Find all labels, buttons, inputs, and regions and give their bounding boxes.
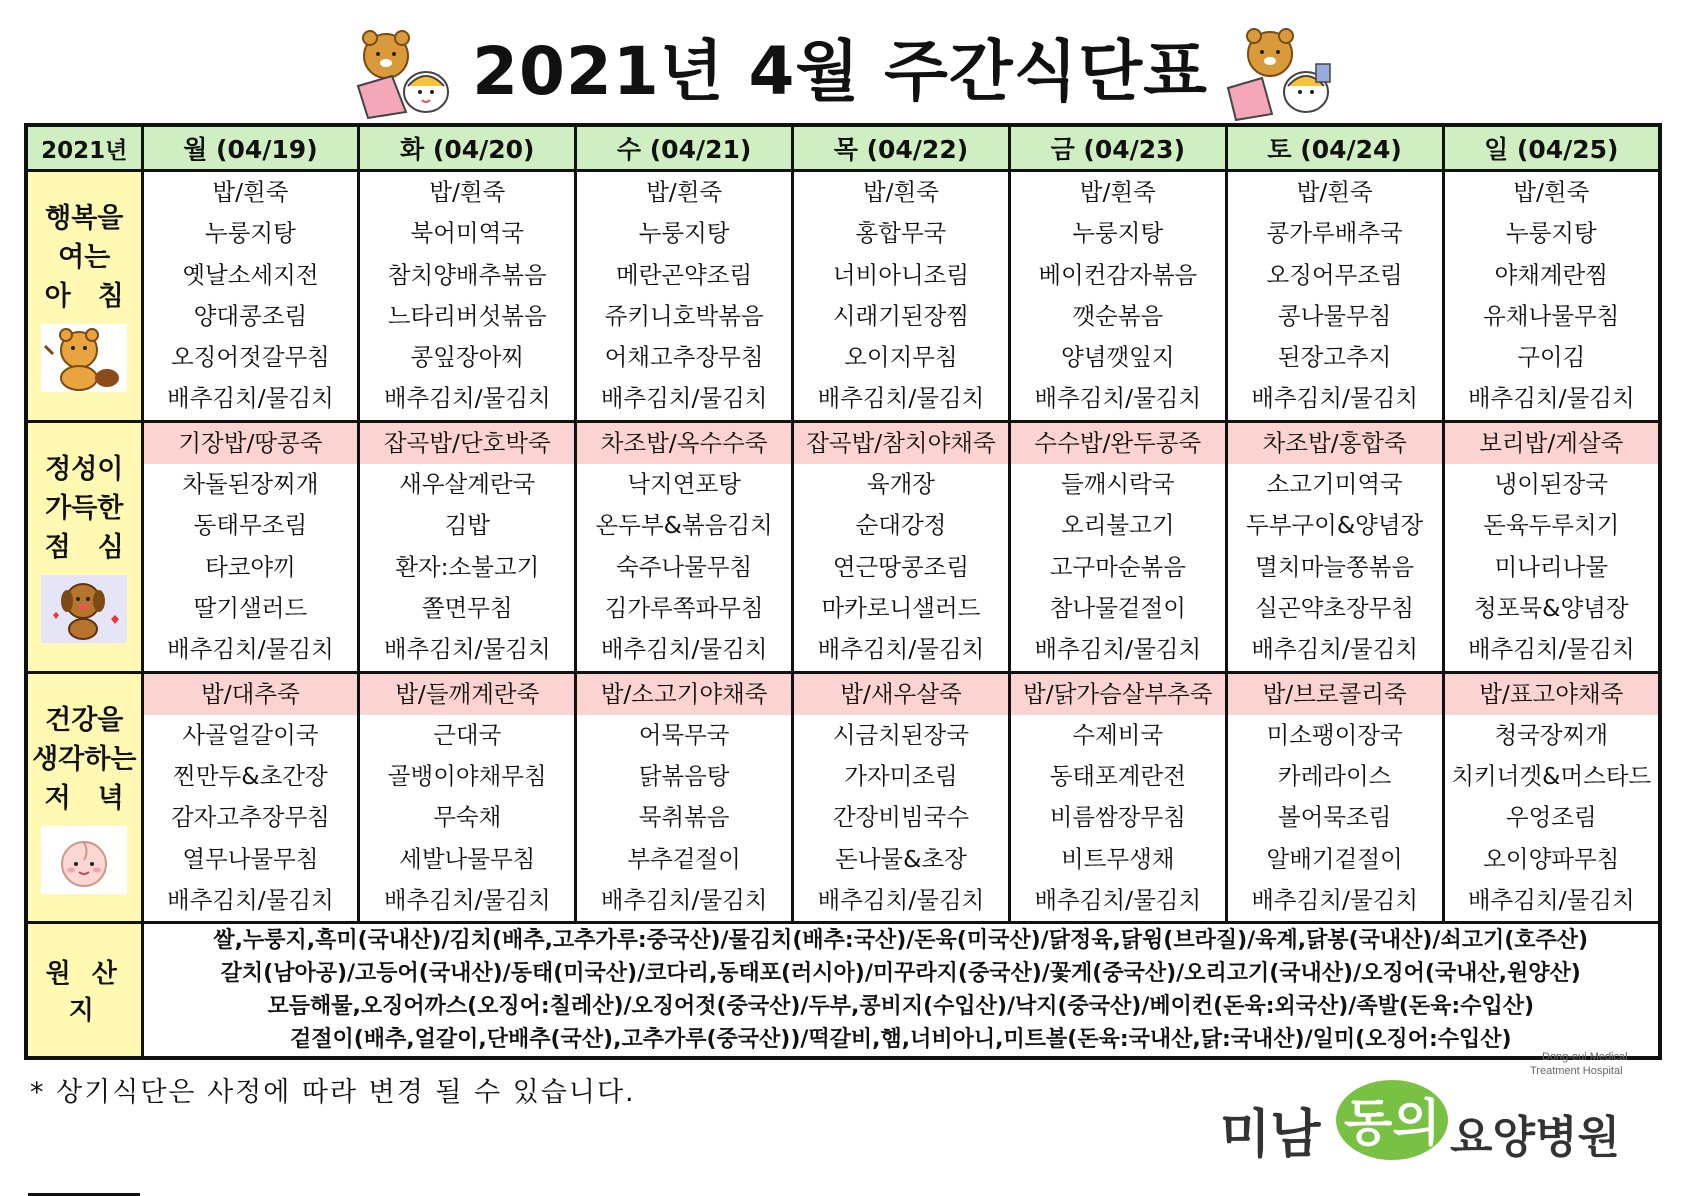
menu-item: 밥/흰죽 <box>862 178 939 206</box>
porridge-item: 밥/브로콜리죽 <box>1228 674 1442 715</box>
menu-item: 밥/흰죽 <box>212 178 289 206</box>
day-cell <box>793 171 1010 422</box>
menu-item: 시래기된장찜 <box>832 301 970 330</box>
menu-item: 양념깻잎지 <box>1061 343 1175 372</box>
menu-item: 오징어무조림 <box>1266 260 1403 289</box>
menu-item: 밥/흰죽 <box>429 178 506 206</box>
change-notice: * 상기식단은 사정에 따라 변경 될 수 있습니다. <box>30 1077 636 1108</box>
menu-item: 실곤약초장무침 <box>1255 593 1415 622</box>
menu-item: 어묵무국 <box>638 720 730 749</box>
menu-item: 오리불고기 <box>1061 511 1175 540</box>
menu-item: 멸치마늘쫑볶음 <box>1255 552 1415 581</box>
day-header: 목 (04/22) <box>793 125 1010 171</box>
menu-item: 누룽지탕 <box>205 219 296 248</box>
meal-label-line: 행복을 <box>45 203 124 235</box>
day-header: 일 (04/25) <box>1443 125 1660 171</box>
day-cell <box>1009 672 1226 923</box>
menu-item: 새우살계란국 <box>399 470 536 499</box>
menu-item: 오이양파무침 <box>1483 844 1620 873</box>
day-cell <box>359 171 576 422</box>
menu-item: 메란곤약조림 <box>616 260 753 289</box>
porridge-item: 보리밥/게살죽 <box>1445 423 1658 464</box>
day-cell <box>359 421 576 672</box>
menu-item: 배추김치/물김치 <box>167 886 334 915</box>
menu-item: 콩잎장아찌 <box>410 343 525 372</box>
menu-item: 깻순볶음 <box>1072 301 1164 330</box>
menu-item: 가자미조림 <box>844 762 958 791</box>
menu-item: 환자:소불고기 <box>395 552 540 581</box>
day-cell <box>1226 421 1443 672</box>
breakfast-row <box>26 171 1660 422</box>
lunch-label <box>26 421 142 672</box>
menu-item: 볼어묵조림 <box>1277 803 1392 832</box>
menu-item: 북어미역국 <box>410 219 525 248</box>
menu-item: 김밥 <box>444 511 490 540</box>
menu-item: 순대강정 <box>855 511 947 540</box>
porridge-item: 잡곡밥/참치야채죽 <box>794 423 1008 464</box>
menu-item: 알배기겉절이 <box>1266 844 1403 873</box>
menu-item: 청국장찌개 <box>1494 720 1609 749</box>
origin-line: 갈치(남아공)/고등어(국내산)/동태(미국산)/코다리,동태포(러시아)/미꾸라지(중국산)/꽃게(중국산)/오리고기(국내산)/오징어(국내산,원양산) <box>220 961 1581 987</box>
porridge-item: 밥/소고기야채죽 <box>577 674 791 715</box>
menu-item: 연근땅콩조림 <box>832 552 970 581</box>
title-area <box>0 22 1686 122</box>
day-cell <box>1226 672 1443 923</box>
menu-item: 골뱅이야채무침 <box>387 762 547 791</box>
day-header: 금 (04/23) <box>1009 125 1226 171</box>
menu-item: 배추김치/물김치 <box>383 635 551 664</box>
bear-mascot-icon <box>348 26 464 122</box>
menu-item: 치키너겟&머스타드 <box>1451 762 1652 791</box>
day-cell <box>142 421 359 672</box>
day-cell <box>1443 171 1660 422</box>
origin-line: 겉절이(배추,얼갈이,단배추(국산),고추가루(중국산))/떡갈비,햄,너비아니,미트볼(돈육:국내산,닭:국내산)/일미(오징어:수입산) <box>289 1027 1512 1053</box>
menu-item: 간장비빔국수 <box>832 803 970 832</box>
menu-item: 배추김치/물김치 <box>383 384 551 413</box>
menu-item: 수제비국 <box>1072 720 1164 749</box>
day-cell <box>576 171 793 422</box>
meal-label-line: 정성이 <box>45 454 124 486</box>
menu-item: 밥/흰죽 <box>646 178 723 206</box>
day-cell <box>359 672 576 923</box>
meal-label-line: 가득한 <box>45 493 124 525</box>
menu-item: 소고기미역국 <box>1266 470 1403 499</box>
menu-item: 누룽지탕 <box>638 219 730 248</box>
menu-item: 느타리버섯볶음 <box>387 301 547 330</box>
day-header: 수 (04/21) <box>576 125 793 171</box>
logo-name-pre: 미남 <box>1220 1105 1321 1165</box>
meal-label-line: 여는 <box>58 242 111 274</box>
menu-item: 밥/흰죽 <box>1513 178 1590 206</box>
menu-item: 육개장 <box>866 470 935 499</box>
menu-item: 동태무조림 <box>193 511 308 540</box>
porridge-item: 밥/표고야채죽 <box>1445 674 1658 715</box>
menu-item: 김가루쪽파무침 <box>604 593 764 622</box>
day-header: 화 (04/20) <box>359 125 576 171</box>
menu-item: 배추김치/물김치 <box>817 635 985 664</box>
menu-item: 배추김치/물김치 <box>1034 384 1202 413</box>
dinner-row <box>26 672 1660 923</box>
origin-label: 원 산 지 <box>26 923 142 1059</box>
menu-item: 시금치된장국 <box>832 720 970 749</box>
logo-en-line2: Treatment Hospital <box>1530 1065 1623 1077</box>
logo-name-post: 요양병원 <box>1450 1112 1621 1163</box>
porridge-item: 차조밥/홍합죽 <box>1228 423 1442 464</box>
menu-item: 냉이된장국 <box>1494 470 1609 499</box>
day-cell <box>1226 171 1443 422</box>
meal-label-line: 건강을 <box>45 704 124 736</box>
day-header: 월 (04/19) <box>142 125 359 171</box>
menu-item: 구이김 <box>1517 343 1586 372</box>
menu-item: 카레라이스 <box>1277 762 1392 791</box>
day-cell <box>1443 421 1660 672</box>
menu-item: 밥/흰죽 <box>1296 178 1373 206</box>
day-cell <box>793 672 1010 923</box>
meal-label-line: 생각하는 <box>32 743 137 775</box>
menu-item: 누룽지탕 <box>1072 219 1164 248</box>
menu-item: 근대국 <box>433 720 502 749</box>
menu-item: 청포묵&양념장 <box>1474 593 1629 622</box>
menu-item: 밥/흰죽 <box>1079 178 1156 206</box>
menu-item: 비름쌈장무침 <box>1049 803 1186 832</box>
menu-item: 배추김치/물김치 <box>167 635 334 664</box>
menu-item: 너비아니조림 <box>832 260 970 289</box>
meal-label-line: 아 침 <box>44 281 124 313</box>
menu-item: 배추김치/물김치 <box>600 635 768 664</box>
menu-item: 배추김치/물김치 <box>1251 384 1419 413</box>
menu-item: 미소팽이장국 <box>1266 720 1403 749</box>
day-cell <box>576 672 793 923</box>
day-cell <box>576 421 793 672</box>
menu-item: 참치양배추볶음 <box>387 260 547 289</box>
menu-item: 배추김치/물김치 <box>1467 635 1635 664</box>
menu-item: 닭볶음탕 <box>638 762 730 791</box>
menu-item: 차돌된장찌개 <box>182 470 319 499</box>
peach-mascot-icon <box>41 826 127 894</box>
menu-item: 낙지연포탕 <box>627 470 741 499</box>
menu-item: 동태포계란전 <box>1049 762 1186 791</box>
bear-mascot-icon <box>1222 26 1338 122</box>
menu-item: 온두부&볶음김치 <box>595 511 773 540</box>
menu-item: 콩가루배추국 <box>1266 219 1403 248</box>
menu-item: 묵취볶음 <box>638 803 730 832</box>
day-cell <box>1443 672 1660 923</box>
dinner-label <box>26 672 142 923</box>
menu-item: 된장고추지 <box>1277 343 1392 372</box>
porridge-item: 잡곡밥/단호박죽 <box>360 423 574 464</box>
menu-item: 미나리나물 <box>1494 552 1609 581</box>
menu-item: 타코야끼 <box>205 552 296 581</box>
day-cell <box>142 171 359 422</box>
origin-line: 쌀,누룽지,흑미(국내산)/김치(배추,고추가루:중국산)/물김치(배추:국산)/돈육(미국산)/닭정육,닭윙(브라질)/육계,닭봉(국내산)/쇠고기(호주산) <box>213 928 1589 954</box>
logo-en-line1: Dong-eui Medical <box>1542 1051 1628 1063</box>
day-cell <box>793 421 1010 672</box>
menu-item: 배추김치/물김치 <box>817 384 985 413</box>
breakfast-label <box>26 171 142 422</box>
dog-mascot-icon <box>41 575 127 643</box>
menu-item: 홍합무국 <box>855 219 947 248</box>
menu-item: 무숙채 <box>433 803 502 832</box>
meal-label-line: 점 심 <box>44 532 124 564</box>
weekly-menu-table <box>24 123 1662 1060</box>
menu-item: 딸기샐러드 <box>193 593 308 622</box>
menu-item: 배추김치/물김치 <box>383 886 551 915</box>
menu-item: 배추김치/물김치 <box>1034 635 1202 664</box>
menu-item: 찐만두&초간장 <box>173 762 328 791</box>
porridge-item: 밥/들깨계란죽 <box>360 674 574 715</box>
menu-item: 비트무생채 <box>1061 844 1175 873</box>
page-title: 2021년 4월 주간식단표 <box>472 33 1208 110</box>
menu-item: 두부구이&양념장 <box>1246 511 1424 540</box>
menu-item: 야채계란찜 <box>1494 260 1609 289</box>
menu-item: 오징어젓갈무침 <box>170 343 330 372</box>
origin-line: 모듬해물,오징어까스(오징어:칠레산)/오징어젓(중국산)/두부,콩비지(수입산)/낙지(중국산)/베이컨(돈육:외국산)/족발(돈육:수입산) <box>267 994 1535 1020</box>
menu-item: 배추김치/물김치 <box>600 384 768 413</box>
menu-item: 쫄면무침 <box>421 593 513 622</box>
porridge-item: 밥/새우살죽 <box>794 674 1008 715</box>
menu-item: 마카로니샐러드 <box>821 593 981 622</box>
meal-label-line: 저 녁 <box>44 782 124 814</box>
menu-item: 돈나물&초장 <box>835 844 967 873</box>
menu-item: 배추김치/물김치 <box>167 384 334 413</box>
porridge-item: 밥/닭가슴살부추죽 <box>1011 674 1225 715</box>
menu-item: 세발나물무침 <box>399 844 536 873</box>
menu-item: 감자고추장무침 <box>170 803 330 832</box>
menu-item: 옛날소세지전 <box>182 260 319 289</box>
menu-item: 부추겉절이 <box>627 844 741 873</box>
menu-item: 고구마순볶음 <box>1049 552 1186 581</box>
menu-item: 사골얼갈이국 <box>182 720 319 749</box>
menu-item: 쥬키니호박볶음 <box>604 301 764 330</box>
menu-item: 어채고추장무침 <box>604 343 764 372</box>
menu-item: 돈육두루치기 <box>1483 511 1620 540</box>
logo-name-highlight: 동의 <box>1344 1094 1441 1152</box>
menu-item: 양대콩조림 <box>193 301 308 330</box>
day-cell <box>142 672 359 923</box>
menu-item: 오이지무침 <box>844 343 958 372</box>
year-label: 2021년 <box>26 125 142 171</box>
menu-item: 배추김치/물김치 <box>600 886 768 915</box>
menu-item: 누룽지탕 <box>1505 219 1597 248</box>
porridge-item: 수수밥/완두콩죽 <box>1011 423 1225 464</box>
lunch-row <box>26 421 1660 672</box>
menu-item: 열무나물무침 <box>182 844 319 873</box>
menu-item: 배추김치/물김치 <box>1467 384 1635 413</box>
menu-item: 배추김치/물김치 <box>1251 635 1419 664</box>
menu-item: 배추김치/물김치 <box>817 886 985 915</box>
day-cell <box>1009 171 1226 422</box>
header-row <box>26 125 1660 171</box>
menu-item: 참나물겉절이 <box>1049 593 1186 622</box>
menu-item: 배추김치/물김치 <box>1467 886 1635 915</box>
porridge-item: 차조밥/옥수수죽 <box>577 423 791 464</box>
menu-item: 유채나물무침 <box>1483 301 1620 330</box>
lion-mascot-icon <box>41 324 127 392</box>
menu-item: 우엉조림 <box>1505 803 1597 832</box>
menu-item: 배추김치/물김치 <box>1034 886 1202 915</box>
menu-item: 콩나물무침 <box>1277 301 1392 330</box>
menu-item: 베이컨감자볶음 <box>1038 260 1198 289</box>
menu-item: 숙주나물무침 <box>616 552 753 581</box>
day-header: 토 (04/24) <box>1226 125 1443 171</box>
porridge-item: 기장밥/땅콩죽 <box>144 423 358 464</box>
day-cell <box>1009 421 1226 672</box>
porridge-item: 밥/대추죽 <box>144 674 358 715</box>
hospital-logo <box>1212 1030 1662 1180</box>
menu-item: 배추김치/물김치 <box>1251 886 1419 915</box>
menu-item: 들깨시락국 <box>1061 470 1175 499</box>
